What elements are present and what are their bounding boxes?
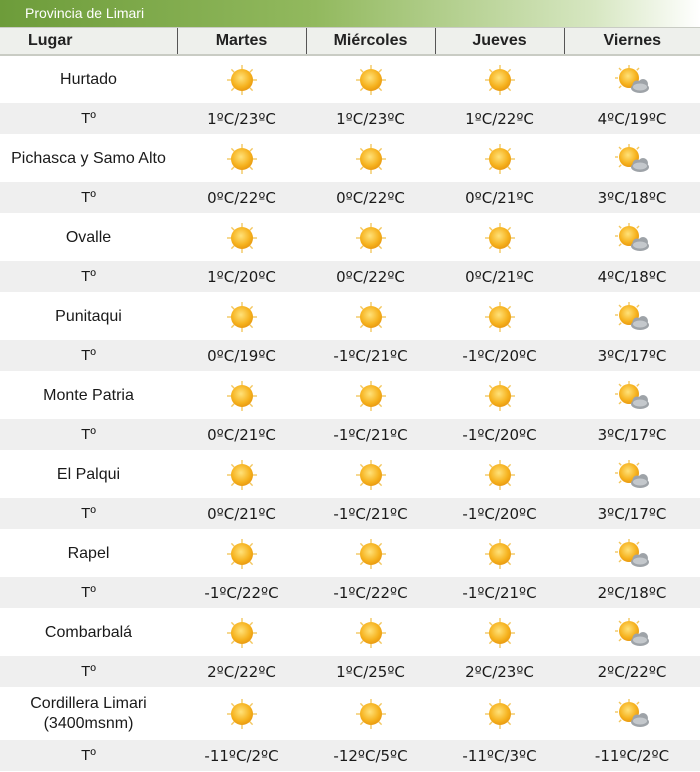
temperature-row — [0, 103, 700, 135]
temperature-value-martes: 0ºC/21ºC — [177, 498, 306, 530]
place-row — [0, 293, 700, 341]
forecast-cell-viernes — [564, 451, 700, 499]
sun-icon — [351, 143, 391, 175]
forecast-cell-miercoles — [306, 688, 435, 741]
temperature-row — [0, 498, 700, 530]
header-jueves: Jueves — [435, 28, 564, 56]
sun-icon — [480, 698, 520, 730]
sun-icon — [222, 222, 262, 254]
temperature-value-miercoles: -1ºC/21ºC — [306, 419, 435, 451]
temperature-value-miercoles: 0ºC/22ºC — [306, 261, 435, 293]
sun-icon — [351, 64, 391, 96]
temperature-value-viernes: 4ºC/18ºC — [564, 261, 700, 293]
forecast-cell-martes — [177, 688, 306, 741]
forecast-cell-viernes — [564, 135, 700, 183]
sun-cloud-icon — [612, 459, 652, 491]
sun-icon — [480, 617, 520, 649]
sun-icon — [222, 64, 262, 96]
temperature-value-viernes: 3ºC/17ºC — [564, 419, 700, 451]
place-name: Hurtado — [60, 70, 117, 88]
forecast-cell-viernes — [564, 688, 700, 741]
forecast-cell-jueves — [435, 135, 564, 183]
temperature-value-miercoles: 1ºC/23ºC — [306, 103, 435, 135]
header-row — [0, 28, 700, 56]
place-name: Punitaqui — [55, 307, 122, 325]
forecast-cell-miercoles — [306, 372, 435, 420]
sun-cloud-icon — [612, 222, 652, 254]
forecast-cell-miercoles — [306, 293, 435, 341]
header-lugar: Lugar — [0, 28, 177, 56]
forecast-cell-martes — [177, 214, 306, 262]
temperature-value-jueves: -11ºC/3ºC — [435, 740, 564, 772]
forecast-cell-martes — [177, 451, 306, 499]
temperature-row — [0, 182, 700, 214]
temperature-value-martes: 0ºC/22ºC — [177, 182, 306, 214]
temperature-value-viernes: 4ºC/19ºC — [564, 103, 700, 135]
forecast-cell-jueves — [435, 55, 564, 103]
sun-icon — [351, 222, 391, 254]
forecast-cell-martes — [177, 55, 306, 103]
temperature-value-viernes: -11ºC/2ºC — [564, 740, 700, 772]
temperature-value-martes: -1ºC/22ºC — [177, 577, 306, 609]
forecast-cell-viernes — [564, 293, 700, 341]
temperature-row — [0, 261, 700, 293]
temperature-label: Tº — [0, 182, 177, 214]
sun-icon — [480, 380, 520, 412]
temperature-value-miercoles: -1ºC/21ºC — [306, 340, 435, 372]
place-name: Cordillera Limari (3400msnm) — [30, 695, 147, 732]
place-name: Pichasca y Samo Alto — [11, 149, 166, 167]
temperature-label: Tº — [0, 577, 177, 609]
sun-icon — [351, 698, 391, 730]
forecast-cell-viernes — [564, 609, 700, 657]
place-name: Ovalle — [65, 228, 112, 246]
sun-icon — [222, 380, 262, 412]
sun-icon — [480, 459, 520, 491]
temperature-label: Tº — [0, 340, 177, 372]
place-name: Monte Patria — [43, 386, 134, 404]
temperature-value-viernes: 3ºC/18ºC — [564, 182, 700, 214]
forecast-cell-martes — [177, 530, 306, 578]
forecast-cell-jueves — [435, 214, 564, 262]
sun-cloud-icon — [612, 617, 652, 649]
forecast-cell-martes — [177, 372, 306, 420]
sun-icon — [480, 301, 520, 333]
temperature-value-jueves: -1ºC/21ºC — [435, 577, 564, 609]
sun-icon — [351, 380, 391, 412]
sun-icon — [222, 459, 262, 491]
temperature-value-martes: -11ºC/2ºC — [177, 740, 306, 772]
temperature-row — [0, 740, 700, 772]
sun-cloud-icon — [612, 538, 652, 570]
forecast-cell-miercoles — [306, 135, 435, 183]
forecast-cell-martes — [177, 609, 306, 657]
forecast-cell-viernes — [564, 372, 700, 420]
place-name-line2: (3400msnm) — [43, 715, 134, 732]
forecast-cell-martes — [177, 293, 306, 341]
province-title-bar — [0, 0, 700, 27]
temperature-row — [0, 656, 700, 688]
temperature-value-viernes: 2ºC/18ºC — [564, 577, 700, 609]
sun-icon — [222, 538, 262, 570]
place-row — [0, 530, 700, 578]
place-name: El Palqui — [56, 465, 121, 483]
temperature-row — [0, 340, 700, 372]
temperature-row — [0, 577, 700, 609]
temperature-label: Tº — [0, 656, 177, 688]
temperature-label: Tº — [0, 498, 177, 530]
forecast-cell-viernes — [564, 55, 700, 103]
temperature-value-miercoles: -1ºC/21ºC — [306, 498, 435, 530]
forecast-cell-jueves — [435, 530, 564, 578]
sun-icon — [351, 459, 391, 491]
sun-cloud-icon — [612, 301, 652, 333]
forecast-cell-miercoles — [306, 55, 435, 103]
header-miercoles: Miércoles — [306, 28, 435, 56]
temperature-value-jueves: 2ºC/23ºC — [435, 656, 564, 688]
place-row — [0, 688, 700, 741]
temperature-value-martes: 2ºC/22ºC — [177, 656, 306, 688]
place-row — [0, 214, 700, 262]
sun-cloud-icon — [612, 380, 652, 412]
forecast-cell-jueves — [435, 688, 564, 741]
temperature-value-miercoles: 0ºC/22ºC — [306, 182, 435, 214]
forecast-cell-viernes — [564, 530, 700, 578]
forecast-cell-miercoles — [306, 451, 435, 499]
temperature-label: Tº — [0, 261, 177, 293]
temperature-value-jueves: 0ºC/21ºC — [435, 261, 564, 293]
temperature-value-jueves: 1ºC/22ºC — [435, 103, 564, 135]
place-row — [0, 135, 700, 183]
sun-cloud-icon — [612, 64, 652, 96]
province-title: Provincia de Limari — [25, 5, 145, 21]
temperature-value-martes: 1ºC/23ºC — [177, 103, 306, 135]
forecast-cell-miercoles — [306, 214, 435, 262]
sun-icon — [351, 617, 391, 649]
place-row — [0, 372, 700, 420]
temperature-value-miercoles: -12ºC/5ºC — [306, 740, 435, 772]
sun-cloud-icon — [612, 698, 652, 730]
forecast-cell-jueves — [435, 293, 564, 341]
sun-icon — [351, 538, 391, 570]
temperature-row — [0, 419, 700, 451]
sun-icon — [222, 143, 262, 175]
temperature-value-miercoles: 1ºC/25ºC — [306, 656, 435, 688]
sun-icon — [222, 301, 262, 333]
place-row — [0, 55, 700, 103]
sun-icon — [480, 143, 520, 175]
header-martes: Martes — [177, 28, 306, 56]
temperature-value-jueves: -1ºC/20ºC — [435, 419, 564, 451]
temperature-value-viernes: 2ºC/22ºC — [564, 656, 700, 688]
temperature-label: Tº — [0, 419, 177, 451]
forecast-cell-jueves — [435, 372, 564, 420]
sun-icon — [480, 538, 520, 570]
temperature-value-jueves: 0ºC/21ºC — [435, 182, 564, 214]
place-name: Rapel — [67, 544, 110, 562]
temperature-value-martes: 0ºC/21ºC — [177, 419, 306, 451]
place-row — [0, 609, 700, 657]
temperature-value-miercoles: -1ºC/22ºC — [306, 577, 435, 609]
temperature-label: Tº — [0, 103, 177, 135]
temperature-value-jueves: -1ºC/20ºC — [435, 498, 564, 530]
forecast-cell-jueves — [435, 451, 564, 499]
header-viernes: Viernes — [564, 28, 700, 56]
forecast-cell-miercoles — [306, 530, 435, 578]
forecast-cell-martes — [177, 135, 306, 183]
sun-icon — [480, 222, 520, 254]
sun-icon — [222, 617, 262, 649]
forecast-cell-viernes — [564, 214, 700, 262]
sun-icon — [351, 301, 391, 333]
forecast-cell-jueves — [435, 609, 564, 657]
forecast-table — [0, 27, 700, 772]
sun-icon — [480, 64, 520, 96]
forecast-cell-miercoles — [306, 609, 435, 657]
temperature-value-martes: 0ºC/19ºC — [177, 340, 306, 372]
sun-cloud-icon — [612, 143, 652, 175]
sun-icon — [222, 698, 262, 730]
temperature-value-martes: 1ºC/20ºC — [177, 261, 306, 293]
temperature-value-jueves: -1ºC/20ºC — [435, 340, 564, 372]
temperature-value-viernes: 3ºC/17ºC — [564, 498, 700, 530]
temperature-label: Tº — [0, 740, 177, 772]
temperature-value-viernes: 3ºC/17ºC — [564, 340, 700, 372]
place-row — [0, 451, 700, 499]
place-name: Combarbalá — [44, 623, 133, 641]
